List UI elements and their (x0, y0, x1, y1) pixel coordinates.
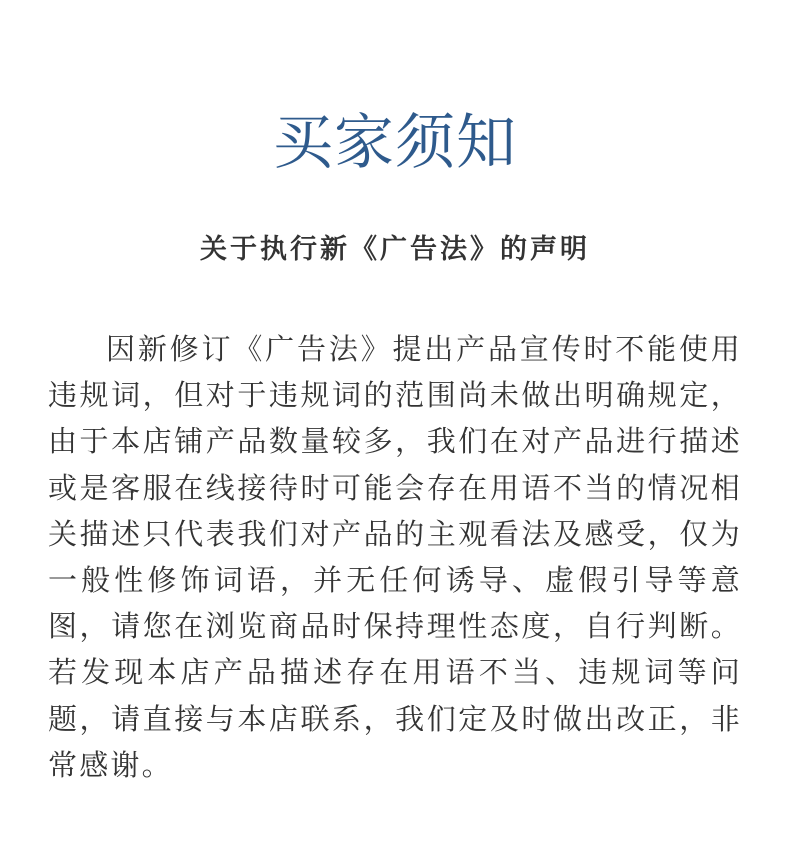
page-title: 买家须知 (273, 108, 517, 178)
notice-body: 因新修订《广告法》提出产品宣传时不能使用违规词，但对于违规词的范围尚未做出明确规定，由于本店铺产品数量较多，我们在对产品进行描述或是客服在线接待时可能会存在用语不当的情况相关描述只代表我们对产品的主观看法及感受，仅为一般性修饰词语，并无任何诱导、虚假引导等意图，请您在浏览商品时保持理性态度，自行判断。若发现本店产品描述存在用语不当、违规词等问题，请直接与本店联系，我们定及时做出改正，非常感谢。 (48, 332, 742, 782)
page-subtitle: 关于执行新《广告法》的声明 (200, 234, 590, 265)
